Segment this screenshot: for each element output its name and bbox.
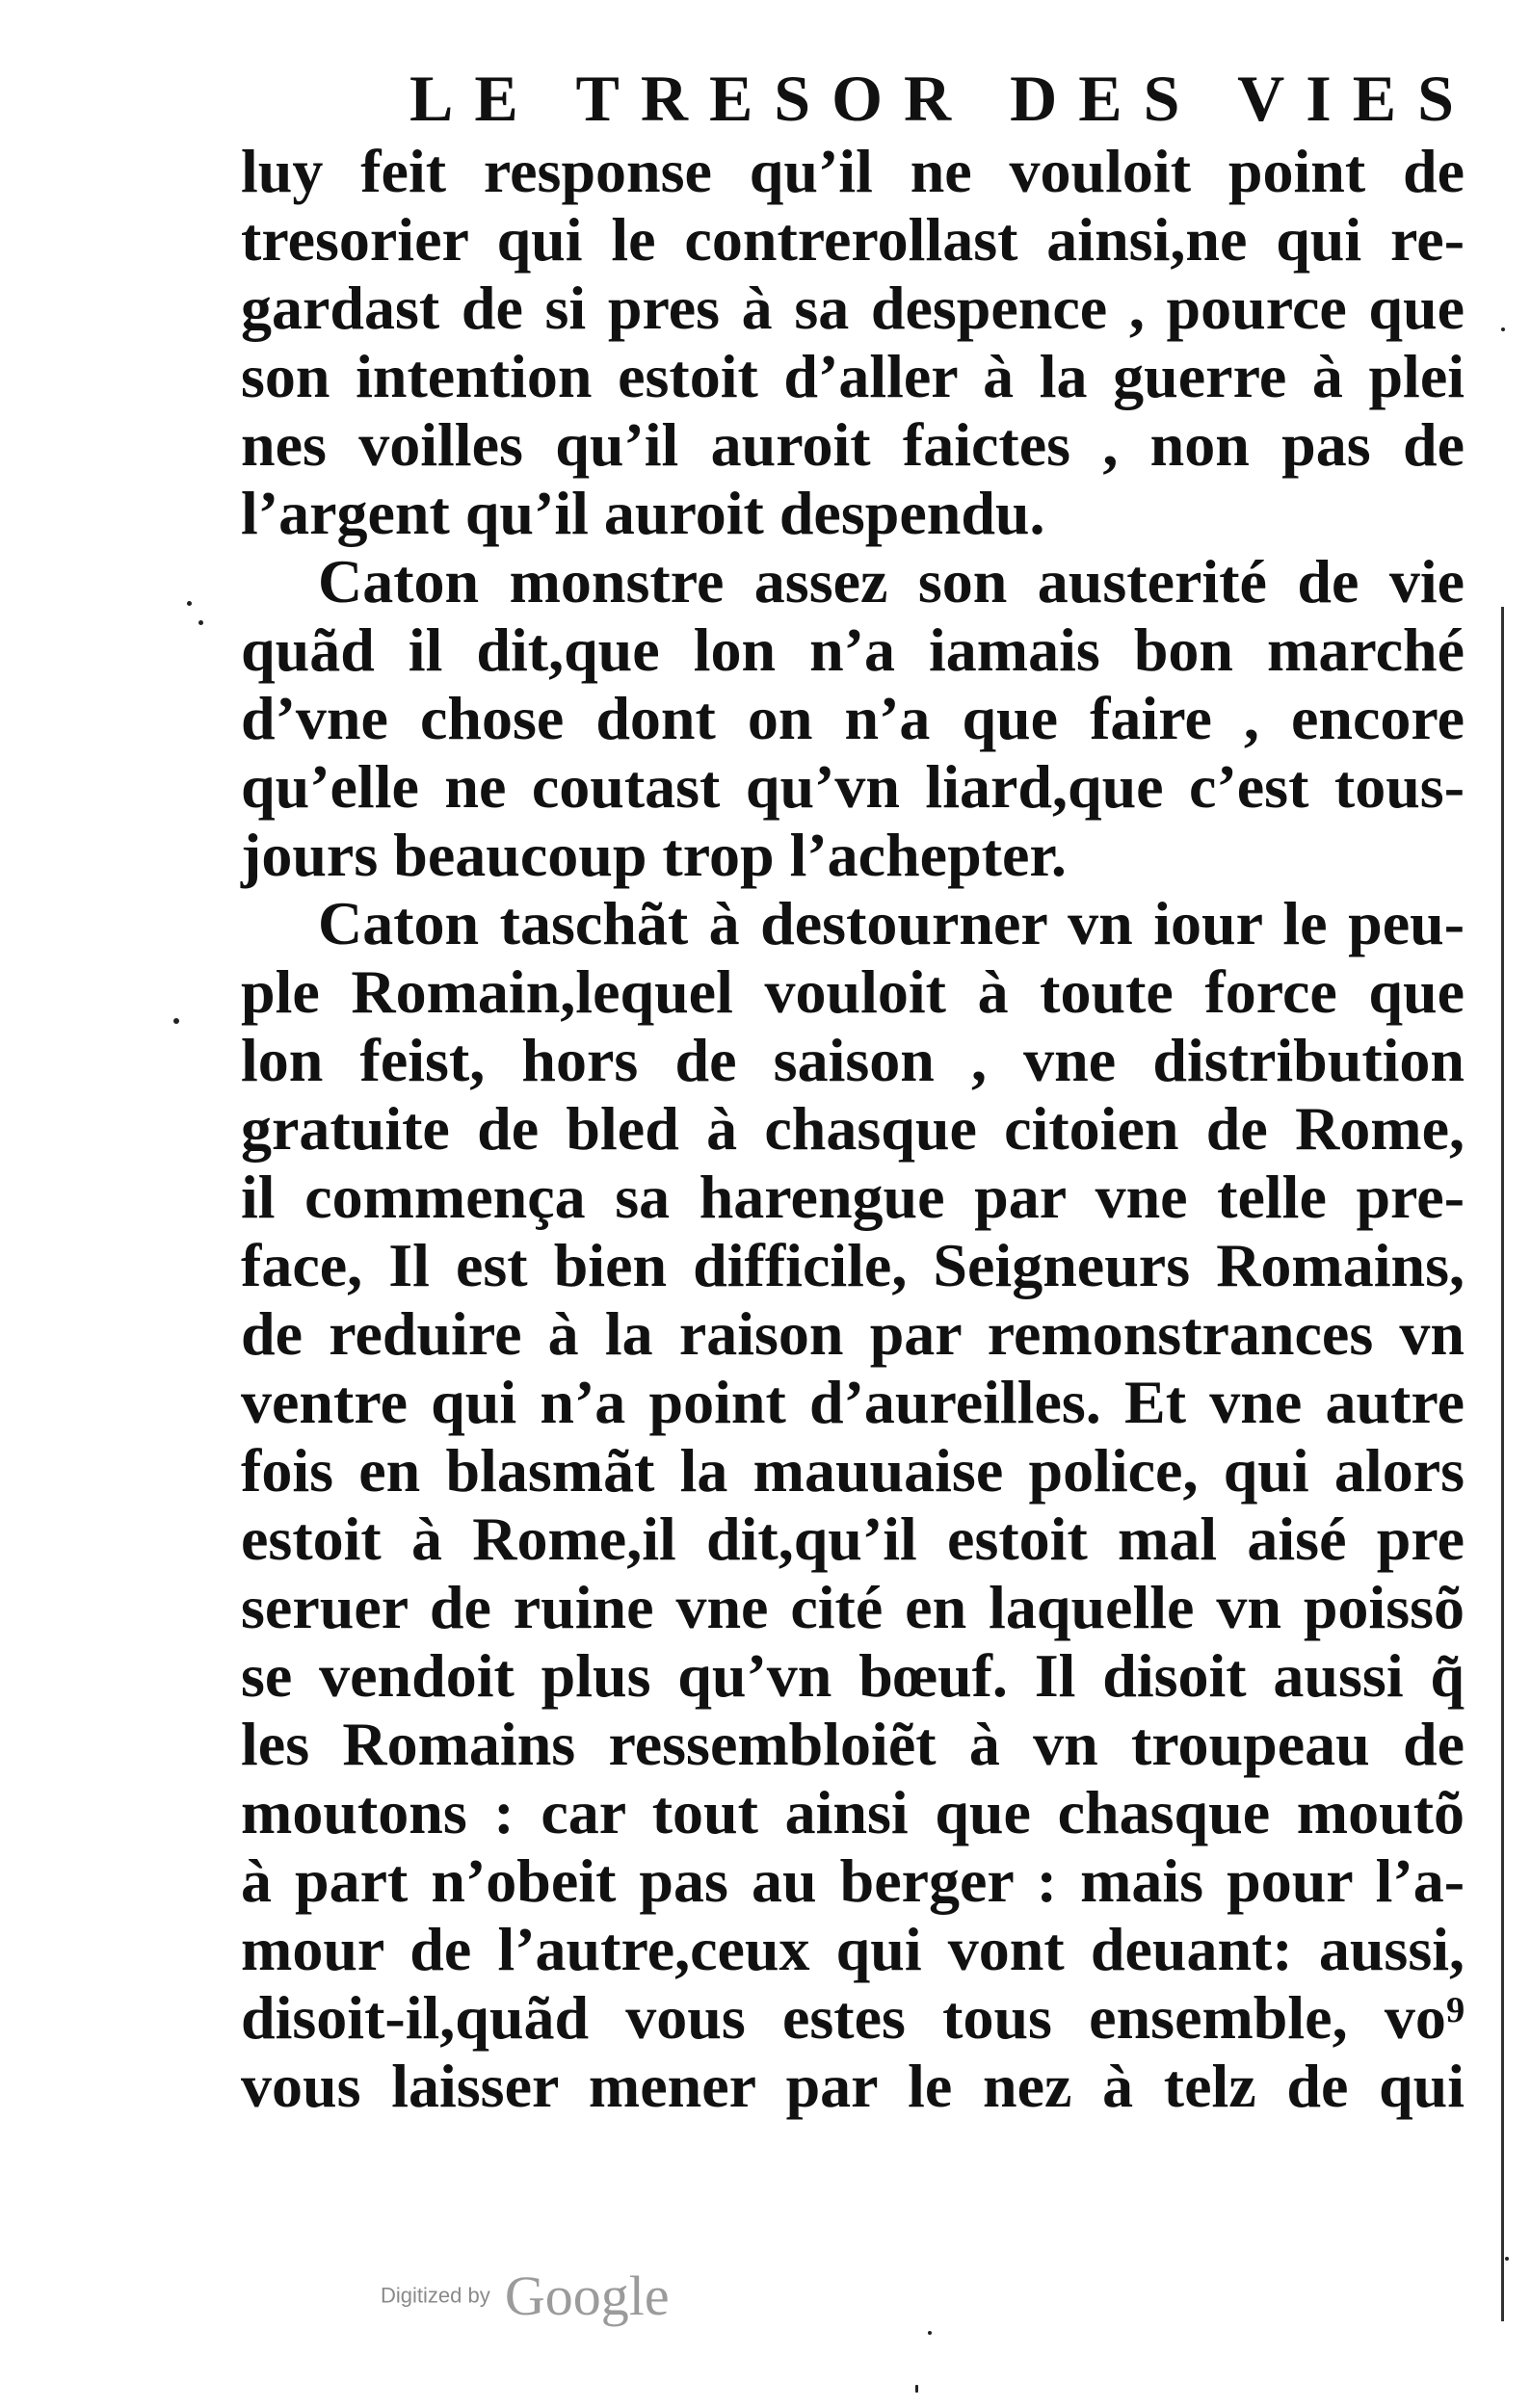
text-line: jours beaucoup trop l’achepter.: [241, 821, 1067, 889]
scan-speck: [928, 2331, 932, 2335]
text-line: mour de l’autre,ceux qui vont deuant: aussi,: [241, 1915, 1465, 1983]
text-line: ventre qui n’a point d’aureilles. Et vne autre: [241, 1368, 1465, 1436]
paragraph-start-line: Caton taschãt à destourner vn iour le peu-: [318, 889, 1465, 957]
text-line: fois en blasmãt la mauuaise police, qui alors: [241, 1436, 1465, 1505]
text-line: son intention estoit d’aller à la guerre à plei: [241, 342, 1465, 410]
text-line: se vendoit plus qu’vn bœuf. Il disoit aussi q̃: [241, 1641, 1465, 1710]
scan-speck: [1505, 2257, 1509, 2261]
text-line: lon feist, hors de saison , vne distribution: [241, 1026, 1465, 1094]
text-line: nes voilles qu’il auroit faictes , non pas de: [241, 410, 1465, 479]
scan-speck: [1501, 327, 1505, 331]
text-line: l’argent qu’il auroit despendu.: [241, 479, 1045, 547]
text-line: ple Romain,lequel vouloit à toute force que: [241, 957, 1465, 1026]
text-line: seruer de ruine vne cité en laquelle vn poissõ: [241, 1573, 1465, 1641]
main-text-block: [241, 137, 1465, 2120]
text-line: quãd il dit,que lon n’a iamais bon marché: [241, 615, 1465, 684]
text-line: moutons : car tout ainsi que chasque moutõ: [241, 1778, 1465, 1846]
text-line: les Romains ressembloiẽt à vn troupeau de: [241, 1710, 1465, 1778]
text-line: d’vne chose dont on n’a que faire , encore: [241, 684, 1465, 752]
digitized-label: Digitized by: [381, 2283, 490, 2308]
text-line: tresorier qui le contrerollast ainsi,ne qui re-: [241, 205, 1465, 274]
text-line: disoit-il,quãd vous estes tous ensemble, vo⁹: [241, 1983, 1465, 2052]
paragraph-start-line: Caton monstre assez son austerité de vie: [318, 547, 1465, 615]
scan-speck: [198, 620, 203, 625]
text-line: de reduire à la raison par remonstrances vn: [241, 1299, 1465, 1368]
text-line: luy feit response qu’il ne vouloit point de: [241, 137, 1465, 205]
scan-speck: [187, 601, 192, 606]
text-line: il commença sa harengue par vne telle pre-: [241, 1163, 1465, 1231]
scan-speck: [173, 1018, 179, 1024]
text-line: gardast de si pres à sa despence , pource que: [241, 274, 1465, 342]
text-line: qu’elle ne coutast qu’vn liard,que c’est tous-: [241, 752, 1465, 821]
running-title: LE TRESOR DES VIES: [409, 62, 1475, 135]
google-logo-text: Google: [504, 2264, 670, 2327]
text-line: à part n’obeit pas au berger : mais pour l’a-: [241, 1846, 1465, 1915]
text-line: estoit à Rome,il dit,qu’il estoit mal aisé pre: [241, 1505, 1465, 1573]
text-line: vous laisser mener par le nez à telz de qui: [241, 2052, 1465, 2120]
scan-edge-line: [1501, 607, 1504, 2321]
text-line: face, Il est bien difficile, Seigneurs Romains,: [241, 1231, 1465, 1299]
digitization-watermark: [381, 2264, 670, 2328]
text-line: gratuite de bled à chasque citoien de Rome,: [241, 1094, 1465, 1163]
scan-speck: [915, 2385, 918, 2393]
